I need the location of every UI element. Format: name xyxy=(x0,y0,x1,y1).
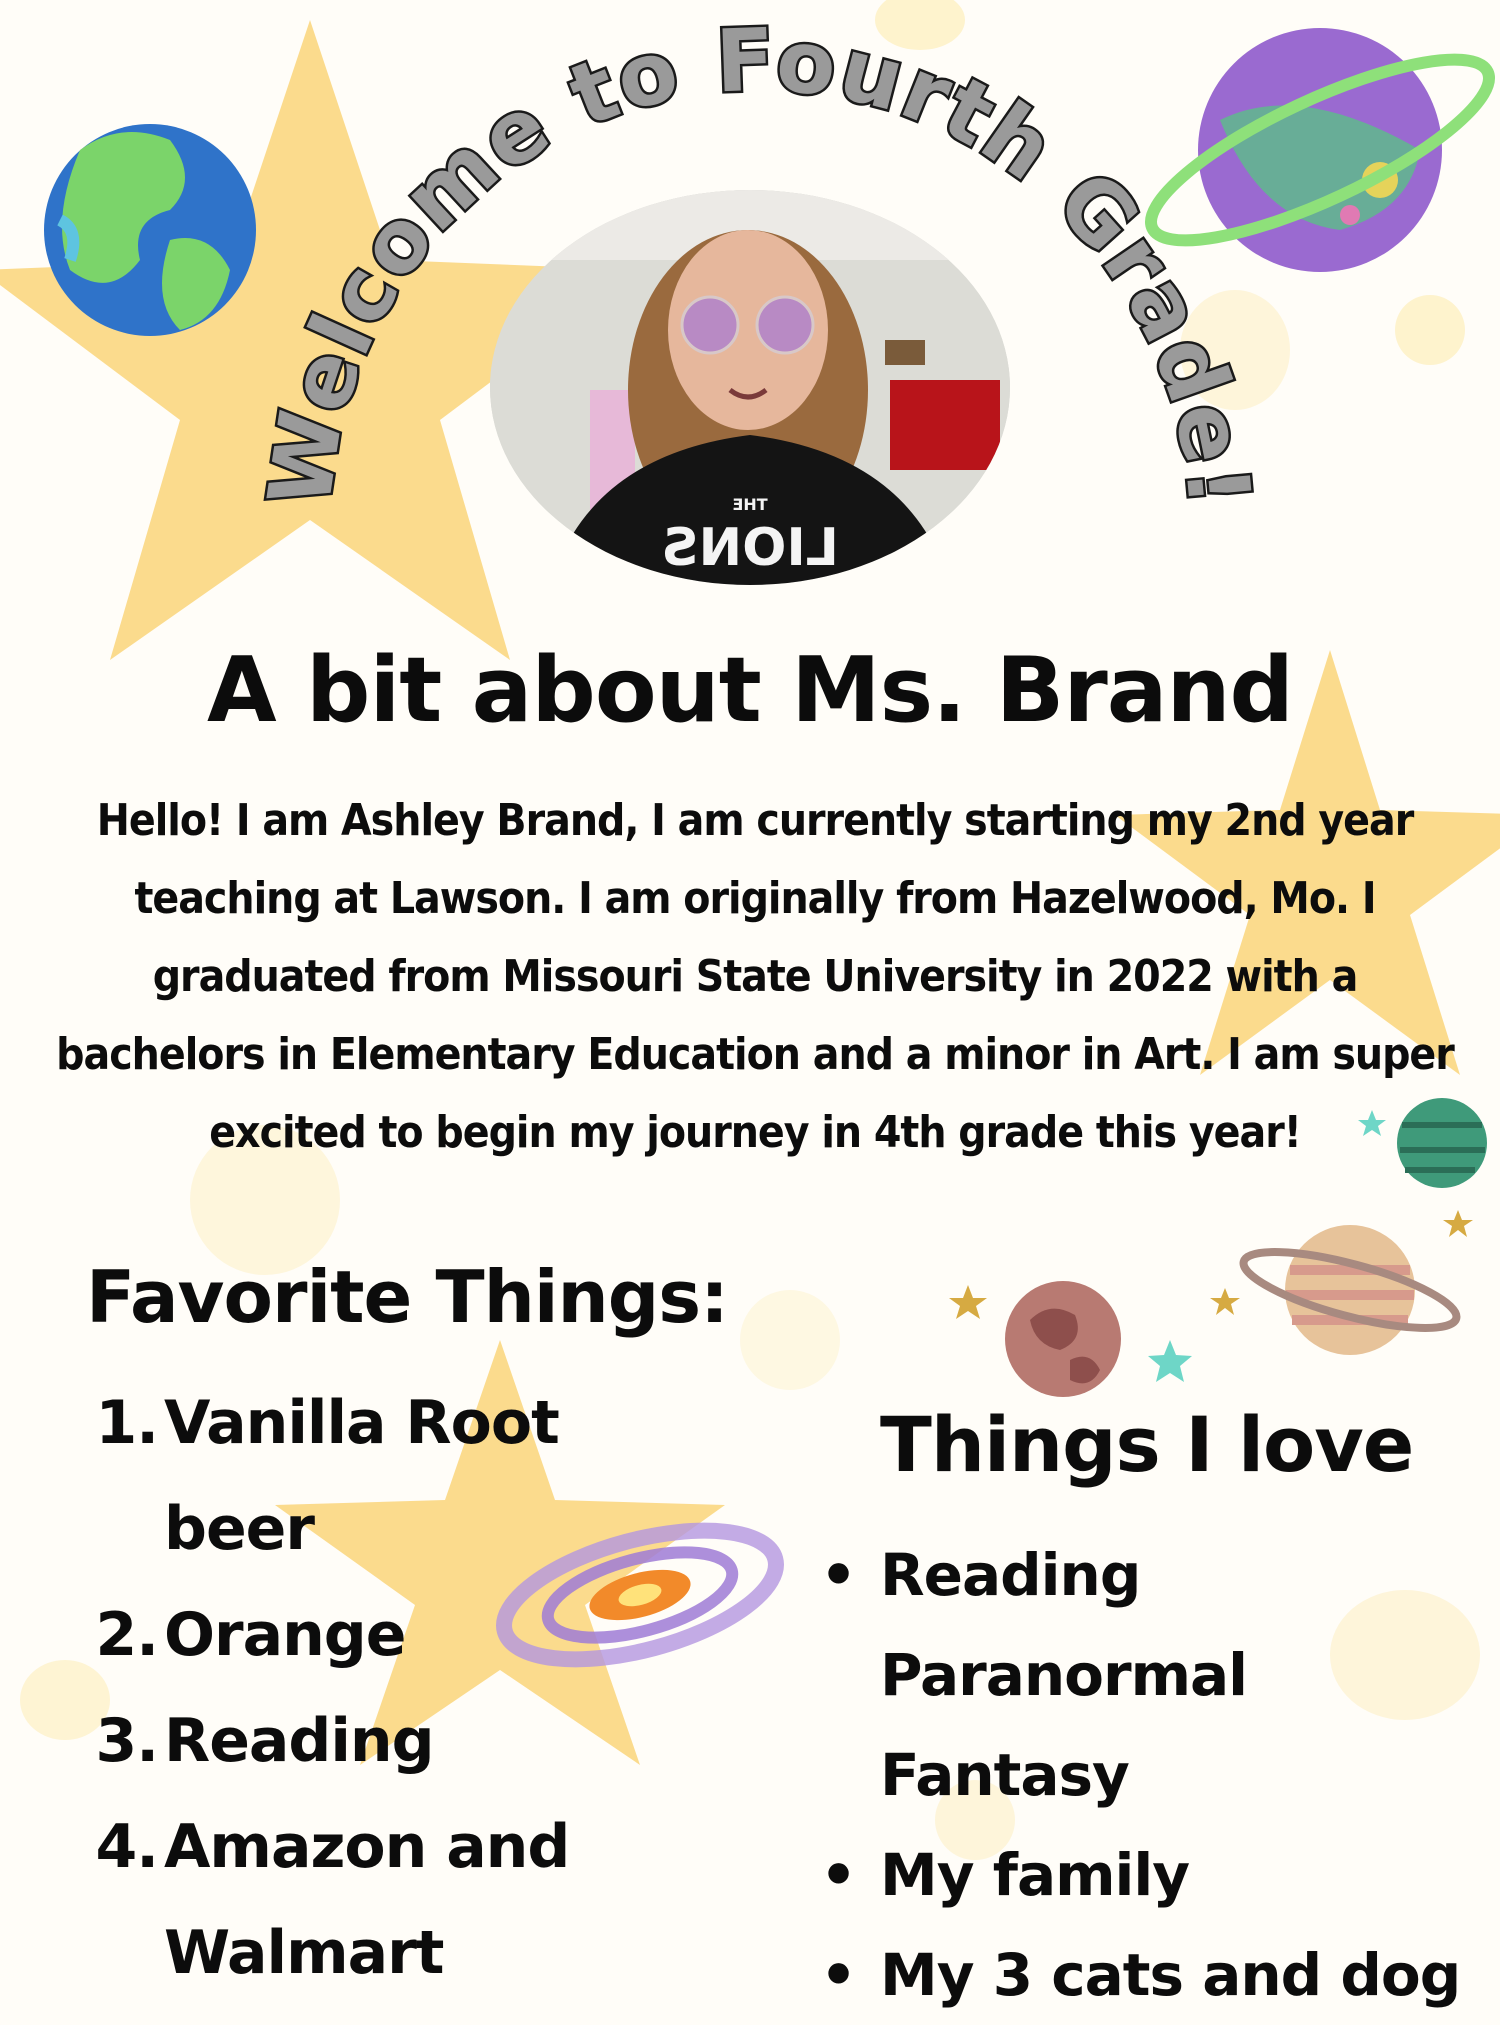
item-number xyxy=(92,1900,164,2006)
teacher-photo xyxy=(490,190,1010,585)
photo-illustration xyxy=(490,190,1010,585)
loves-heading: Things I love xyxy=(880,1400,1414,1489)
bio-line: Hello! I am Ashley Brand, I am currently starting my 2nd year xyxy=(96,795,1414,846)
bio-line: excited to begin my journey in 4th grade this year! xyxy=(209,1107,1301,1158)
shirt-small-text: THE xyxy=(732,495,768,514)
bullet: • xyxy=(820,1941,857,2009)
list-item xyxy=(820,1525,1500,1725)
list-item xyxy=(92,1582,724,1688)
about-heading: A bit about Ms. Brand xyxy=(207,638,1293,743)
list-item xyxy=(820,1825,1500,1925)
bio-paragraph xyxy=(20,782,1490,1172)
list-item xyxy=(820,1725,1500,1825)
shirt-text: LIONS xyxy=(661,518,839,578)
item-text: Reading xyxy=(164,1706,434,1776)
item-text: My family xyxy=(880,1841,1190,1909)
red-planet xyxy=(1005,1281,1121,1397)
loves-list xyxy=(820,1525,1500,2025)
page-title: Welcome to Fourth Grade! xyxy=(249,10,1269,514)
list-item xyxy=(92,1370,724,1582)
item-number: 4. xyxy=(95,1812,158,1882)
item-text: Orange xyxy=(164,1600,406,1670)
list-item xyxy=(820,1925,1500,2025)
bullet: • xyxy=(820,1541,857,1609)
list-item xyxy=(92,1794,724,1900)
list-item xyxy=(92,1688,724,1794)
item-text: Reading Paranormal xyxy=(880,1541,1248,1709)
bio-line: bachelors in Elementary Education and a minor in Art. I am super xyxy=(56,1029,1454,1080)
bullet xyxy=(820,1725,880,1825)
item-text: My 3 cats and dog xyxy=(880,1941,1461,2009)
item-number: 3. xyxy=(95,1706,158,1776)
item-text: Fantasy xyxy=(880,1741,1129,1809)
bio-line: graduated from Missouri State University in 2022 with a xyxy=(152,951,1358,1002)
favorites-heading: Favorite Things: xyxy=(86,1255,728,1339)
list-item xyxy=(92,1900,724,2006)
item-number: 1. xyxy=(95,1388,158,1458)
favorites-list xyxy=(92,1370,724,2006)
bio-line: teaching at Lawson. I am originally from Hazelwood, Mo. I xyxy=(134,873,1376,924)
item-text: Amazon and xyxy=(164,1812,570,1882)
item-text: Walmart xyxy=(164,1918,444,1988)
item-text: Vanilla Root beer xyxy=(164,1388,559,1564)
item-number: 2. xyxy=(95,1600,158,1670)
saturn-planet xyxy=(1237,1225,1463,1355)
bullet: • xyxy=(820,1841,857,1909)
